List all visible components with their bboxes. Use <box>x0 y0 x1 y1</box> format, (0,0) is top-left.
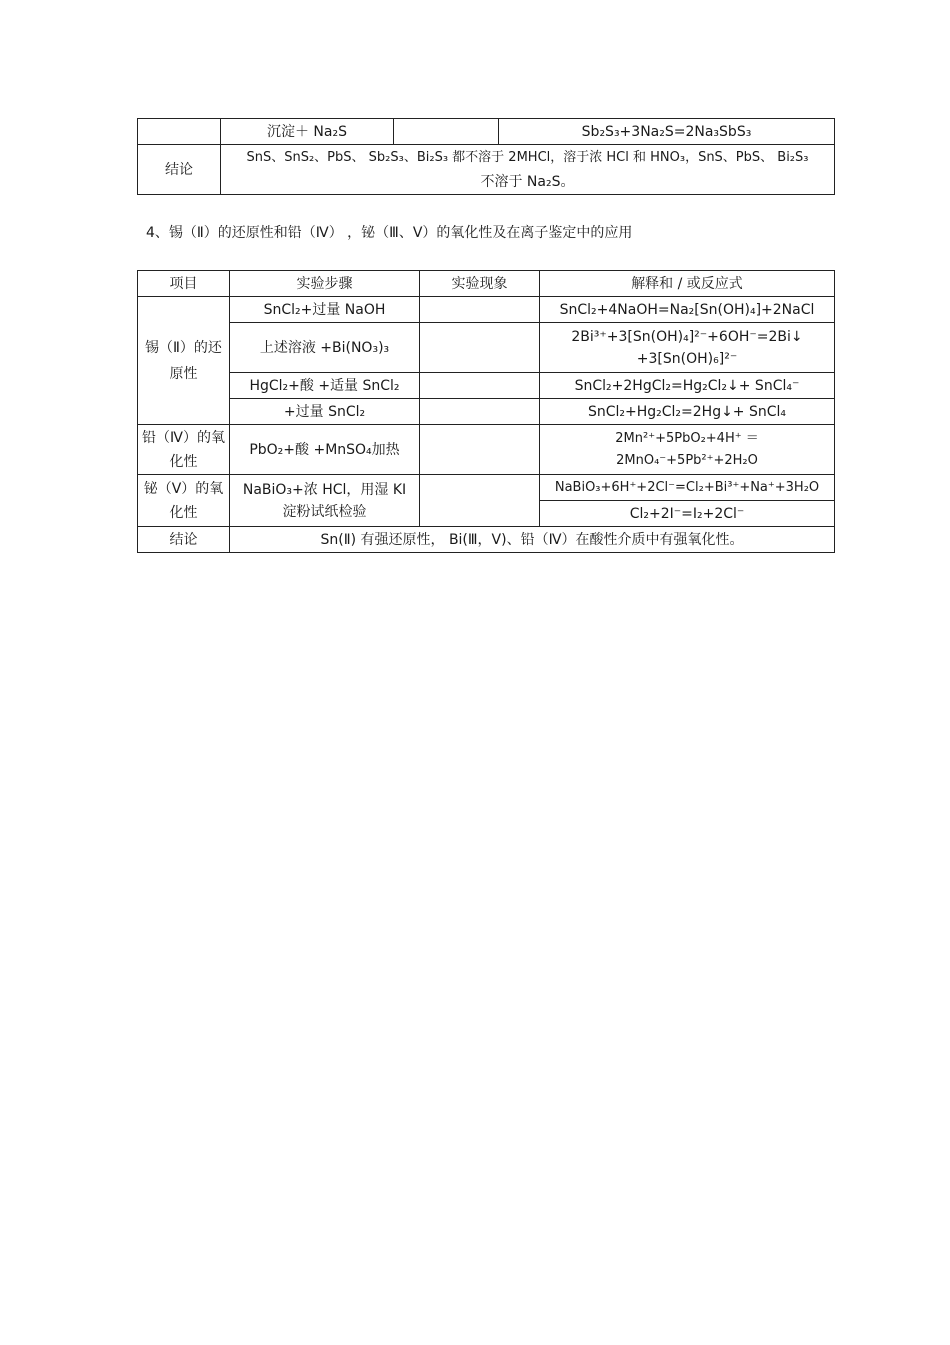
table-row <box>138 425 835 475</box>
table-cell: PbO₂+酸 +MnSO₄加热 <box>230 425 420 475</box>
table-cell: Sb₂S₃+3Na₂S=2Na₃SbS₃ <box>499 119 835 145</box>
table-row <box>138 527 835 553</box>
row-label-text: 锡（Ⅱ）的还原性 <box>145 339 222 382</box>
step-line: 淀粉试纸检验 <box>282 503 367 520</box>
row-label: 铅（Ⅳ）的氧化性 <box>138 425 230 475</box>
table-cell <box>420 373 540 399</box>
conclusion-cell: Sn(Ⅱ) 有强还原性， Bi(Ⅲ，Ⅴ)、铅（Ⅳ）在酸性介质中有强氧化性。 <box>230 527 835 553</box>
table-cell <box>420 475 540 527</box>
table-cell: Cl₂+2I⁻=I₂+2Cl⁻ <box>540 501 835 527</box>
column-header: 解释和 / 或反应式 <box>540 271 835 297</box>
row-label: 结论 <box>138 145 221 195</box>
table-row <box>138 399 835 425</box>
table-row <box>138 475 835 501</box>
table-row <box>138 119 835 145</box>
table-row <box>138 323 835 373</box>
equation-line: +3[Sn(OH)₆]²⁻ <box>636 350 738 367</box>
table-cell: SnCl₂+2HgCl₂=Hg₂Cl₂↓+ SnCl₄⁻ <box>540 373 835 399</box>
row-label: 结论 <box>138 527 230 553</box>
column-header: 实验步骤 <box>230 271 420 297</box>
table-cell: SnCl₂+Hg₂Cl₂=2Hg↓+ SnCl₄ <box>540 399 835 425</box>
table-cell: HgCl₂+酸 +适量 SnCl₂ <box>230 373 420 399</box>
table-cell <box>230 475 420 527</box>
column-header: 项目 <box>138 271 230 297</box>
row-label <box>138 297 230 425</box>
table-row <box>138 297 835 323</box>
table-cell <box>138 119 221 145</box>
table-cell: +过量 SnCl₂ <box>230 399 420 425</box>
table-row <box>138 373 835 399</box>
column-header: 实验现象 <box>420 271 540 297</box>
step-line: NaBiO₃+浓 HCl，用湿 KI <box>242 481 407 498</box>
section-heading: 4、锡（Ⅱ）的还原性和铅（Ⅳ） ，铋（Ⅲ、Ⅴ）的氧化性及在离子鉴定中的应用 <box>146 225 633 241</box>
table-cell: SnCl₂+过量 NaOH <box>230 297 420 323</box>
table-header-row <box>138 271 835 297</box>
table-cell <box>394 119 499 145</box>
conclusion-line: 不溶于 Na₂S。 <box>480 173 575 190</box>
equation-line: 2Bi³⁺+3[Sn(OH)₄]²⁻+6OH⁻=2Bi↓ <box>571 328 803 345</box>
table-cell <box>420 323 540 373</box>
conclusion-cell <box>221 145 835 195</box>
conclusion-line: SnS、SnS₂、PbS、 Sb₂S₃、Bi₂S₃ 都不溶于 2MHCl，溶于浓 HCl 和 HNO₃，SnS、PbS、 Bi₂S₃ <box>246 149 809 165</box>
table-cell: 2Mn²⁺+5PbO₂+4H⁺ ＝ 2MnO₄⁻+5Pb²⁺+2H₂O <box>540 425 835 475</box>
table-cell: 沉淀＋ Na₂S <box>221 119 394 145</box>
table-cell: NaBiO₃+6H⁺+2Cl⁻=Cl₂+Bi³⁺+Na⁺+3H₂O <box>540 475 835 501</box>
table-cell: SnCl₂+4NaOH=Na₂[Sn(OH)₄]+2NaCl <box>540 297 835 323</box>
precipitate-table <box>137 118 835 195</box>
table-cell <box>420 399 540 425</box>
table-row <box>138 145 835 195</box>
row-label: 铋（Ⅴ）的氧化性 <box>138 475 230 527</box>
table-cell <box>420 425 540 475</box>
table-cell: 上述溶液 +Bi(NO₃)₃ <box>230 323 420 373</box>
redox-table <box>137 270 835 553</box>
table-cell <box>420 297 540 323</box>
table-cell <box>540 323 835 373</box>
